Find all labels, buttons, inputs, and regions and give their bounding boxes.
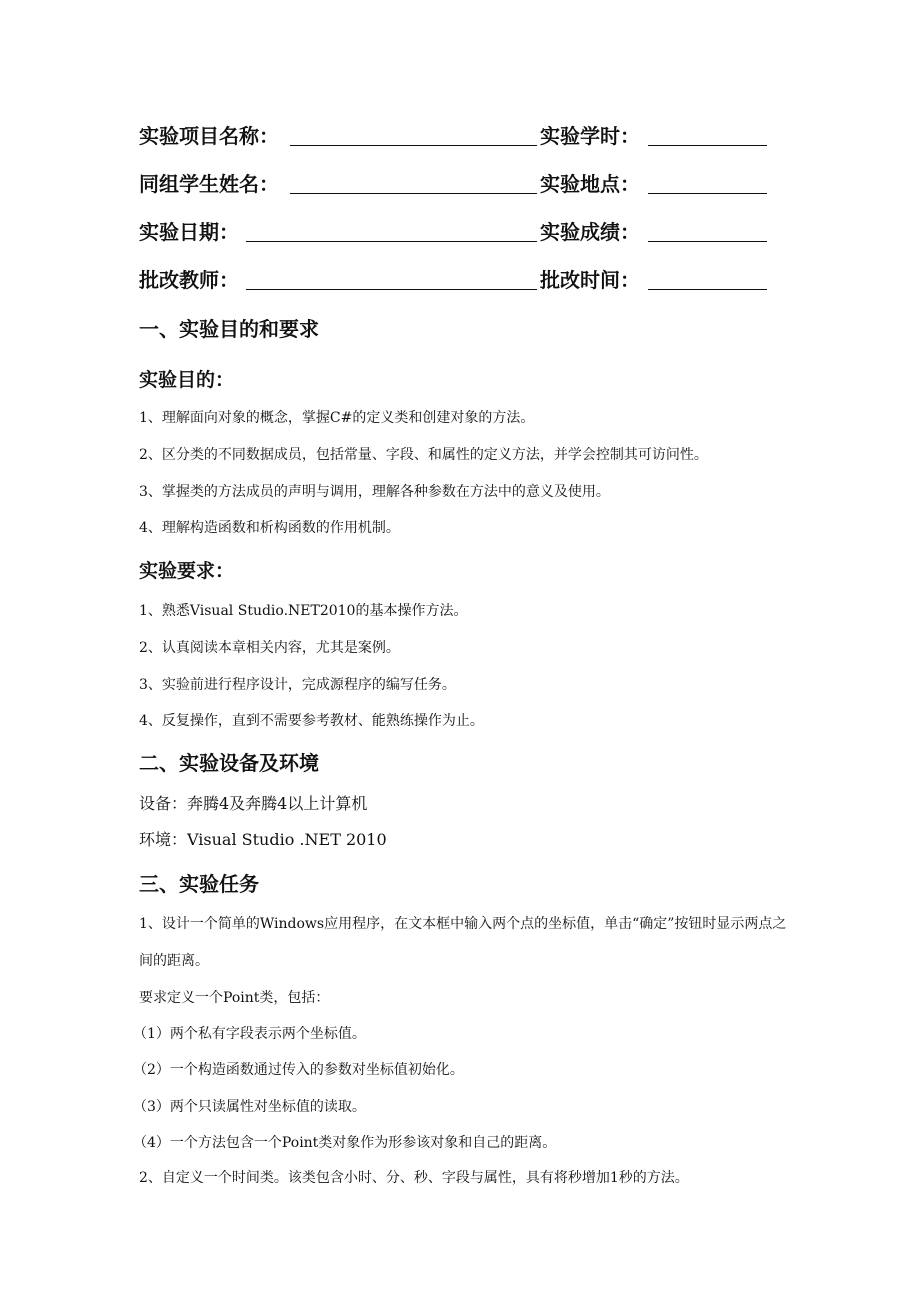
form-row-group [139,168,779,200]
purpose-item: 2、区分类的不同数据成员，包括常量、字段、和属性的定义方法，并学会控制其可访问性。 [139,447,708,463]
requirement-item: 4、反复操作，直到不需要参考教材、能熟练操作为止。 [139,713,484,729]
hours-label: 实验学时： [540,124,640,148]
date-blank [246,241,537,242]
task2-text: 2、自定义一个时间类。该类包含小时、分、秒、字段与属性，具有将秒增加1秒的方法。 [139,1170,689,1186]
location-label: 实验地点： [540,172,640,196]
task1-item: （1）两个私有字段表示两个坐标值。 [133,1026,366,1042]
project-name-label: 实验项目名称： [139,124,279,148]
section2-heading: 二、实验设备及环境 [139,751,319,775]
form-row-project [139,120,779,152]
review-time-label: 批改时间： [540,268,640,292]
form-row-teacher [139,264,779,296]
requirement-item: 1、熟悉Visual Studio.NET2010的基本操作方法。 [139,603,468,619]
form-row-date [139,216,779,248]
group-members-label: 同组学生姓名： [139,172,279,196]
purpose-heading: 实验目的： [139,369,235,391]
grade-label: 实验成绩： [540,220,640,244]
requirement-item: 2、认真阅读本章相关内容，尤其是案例。 [139,640,400,656]
grade-blank [648,241,767,242]
device-text: 设备：奔腾4及奔腾4以上计算机 [139,794,368,813]
teacher-blank [246,289,537,290]
purpose-item: 1、理解面向对象的概念，掌握C#的定义类和创建对象的方法。 [139,410,535,426]
environment-text: 环境：Visual Studio .NET 2010 [139,830,387,849]
task1-text: 1、设计一个简单的Windows应用程序，在文本框中输入两个点的坐标值，单击“确定”按钮时显示两点之间的距离。 [139,916,787,969]
project-name-blank [290,145,537,146]
purpose-item: 3、掌握类的方法成员的声明与调用，理解各种参数在方法中的意义及使用。 [139,484,610,500]
requirement-heading: 实验要求： [139,560,235,582]
task1-item: （4）一个方法包含一个Point类对象作为形参该对象和自己的距离。 [133,1135,557,1151]
purpose-item: 4、理解构造函数和析构函数的作用机制。 [139,520,400,536]
group-members-blank [290,193,537,194]
date-label: 实验日期： [139,220,239,244]
review-time-blank [648,289,767,290]
hours-blank [648,145,767,146]
task1-item: （3）两个只读属性对坐标值的读取。 [133,1099,366,1115]
requirement-item: 3、实验前进行程序设计，完成源程序的编写任务。 [139,677,456,693]
teacher-label: 批改教师： [139,268,239,292]
section3-heading: 三、实验任务 [139,872,259,896]
task1-item: （2）一个构造函数通过传入的参数对坐标值初始化。 [133,1062,464,1078]
task1-requirement: 要求定义一个Point类，包括： [139,990,330,1006]
section1-heading: 一、实验目的和要求 [139,317,319,341]
location-blank [648,193,767,194]
